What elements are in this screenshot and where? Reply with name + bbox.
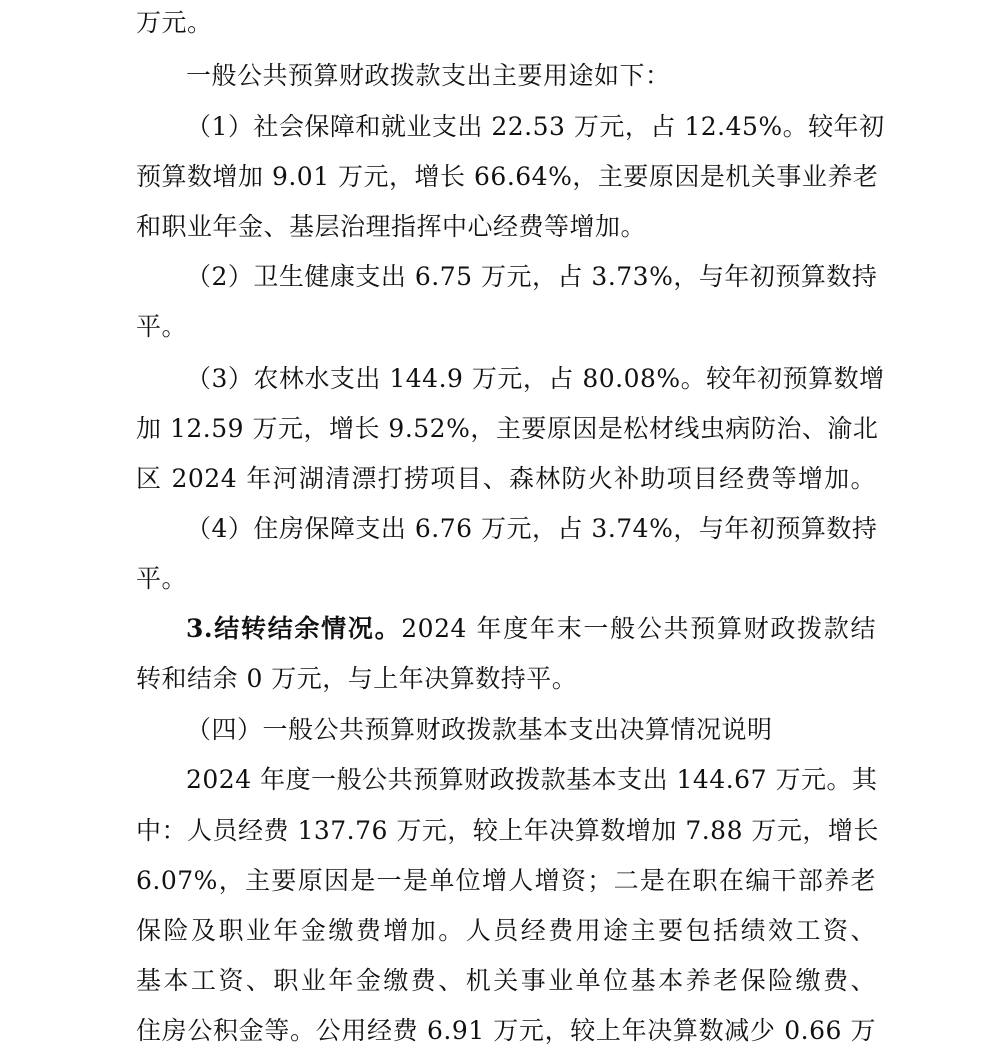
text-line: 平。 [136, 312, 188, 341]
text-line: （3）农林水支出 144.9 万元，占 80.08%。较年初预算数增 [186, 364, 885, 393]
text-line: 中：人员经费 137.76 万元，较上年决算数增加 7.88 万元，增长 [136, 816, 879, 845]
text-line: 预算数增加 9.01 万元，增长 66.64%，主要原因是机关事业养老 [136, 162, 879, 191]
text-line: （2）卫生健康支出 6.75 万元，占 3.73%，与年初预算数持 [186, 262, 878, 291]
text-line: 加 12.59 万元，增长 9.52%，主要原因是松材线虫病防治、渝北 [136, 414, 879, 443]
text-line: 万元。 [136, 8, 213, 37]
text-line: （4）住房保障支出 6.76 万元，占 3.74%，与年初预算数持 [186, 514, 878, 543]
text-line: 区 2024 年河湖清漂打捞项目、森林防火补助项目经费等增加。 [136, 464, 876, 493]
text-line: 和职业年金、基层治理指挥中心经费等增加。 [136, 212, 647, 241]
text-line: 6.07%，主要原因是一是单位增人增资；二是在职在编干部养老 [136, 866, 876, 895]
text-line: 住房公积金等。公用经费 6.91 万元，较上年决算数减少 0.66 万 [136, 1016, 876, 1045]
text-line [186, 614, 876, 644]
text-line: 一般公共预算财政拨款支出主要用途如下： [186, 61, 671, 90]
text-line: 保险及职业年金缴费增加。人员经费用途主要包括绩效工资、 [136, 916, 876, 945]
section-text: 2024 年度年末一般公共预算财政拨款结 [401, 614, 876, 643]
text-line: 转和结余 0 万元，与上年决算数持平。 [136, 664, 578, 693]
text-line: 基本工资、职业年金缴费、机关事业单位基本养老保险缴费、 [136, 966, 876, 995]
text-line: 2024 年度一般公共预算财政拨款基本支出 144.67 万元。其 [186, 765, 878, 794]
text-line: （1）社会保障和就业支出 22.53 万元，占 12.45%。较年初 [186, 112, 885, 141]
text-line: 平。 [136, 564, 188, 593]
section-heading: （四）一般公共预算财政拨款基本支出决算情况说明 [186, 715, 773, 744]
section-heading: 3.结转结余情况。 [186, 614, 402, 643]
